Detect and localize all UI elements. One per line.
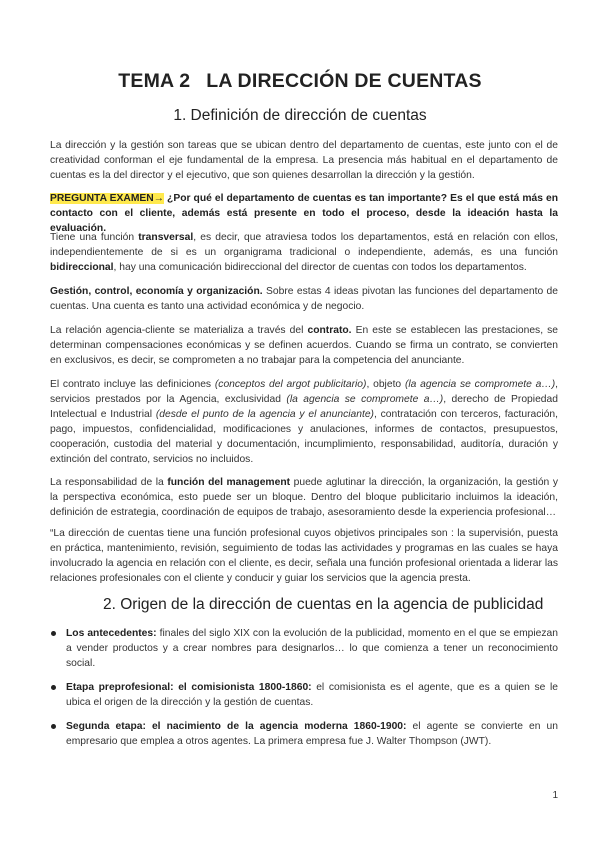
section-1-heading: 1. Definición de dirección de cuentas	[173, 107, 427, 124]
title-prefix: TEMA 2	[118, 70, 191, 92]
italic-run: (la agencia se compromete a…)	[404, 379, 556, 390]
title-main: LA DIRECCIÓN DE CUENTAS	[206, 70, 482, 92]
text-run: , hay una comunicación bidireccional del director de cuentas con todos los departamentos.	[113, 262, 527, 273]
text-run: , objeto	[366, 379, 405, 390]
term-contrato: contrato.	[307, 325, 352, 336]
text-run: Sobre estas 4 ideas pivotan las funciones del departamento de cuentas. Una cuenta es tanto una actividad económica y de negocio.	[50, 286, 558, 312]
origin-list	[50, 626, 558, 758]
page-title	[0, 70, 600, 93]
text-run: puede aglutinar la dirección, la organización, la gestión y la perspectiva económica, esto puede ser un bloque. Dentro del bloque publicitario incluimos la ideación, definición de estrategia, coordinación de equipos de trabajo, asesoramiento desde la experiencia profesional…	[50, 477, 559, 518]
paragraph-transversal	[50, 230, 558, 275]
text-run: El contrato incluye las definiciones	[50, 379, 215, 390]
list-item-label: Los antecedentes:	[66, 628, 157, 639]
italic-run: (conceptos del argot publicitario)	[214, 379, 367, 390]
list-item	[50, 719, 558, 749]
page-number: 1	[552, 790, 558, 801]
list-item	[50, 626, 558, 671]
section-2-heading: 2. Origen de la dirección de cuentas en la agencia de publicidad	[103, 596, 544, 613]
exam-highlight-label: PREGUNTA EXAMEN→	[50, 193, 165, 204]
text-run: Tiene una función	[50, 232, 139, 243]
bullet-dot-icon	[51, 685, 56, 690]
paragraph-intro: La dirección y la gestión son tareas que se ubican dentro del departamento de cuentas, este junto con el de creatividad conforman el eje fundamental de la empresa. La presencia más habitual en el departamento de cuentas es la del director y el ejecutivo, que son quienes desarrollan la dirección y la gestión.	[50, 140, 558, 181]
term-gestion: Gestión, control, economía y organización.	[50, 286, 263, 297]
text-run: , derecho de Propiedad Intelectual e Industrial	[50, 394, 558, 420]
text-run: La relación agencia-cliente se materializa a través del	[50, 325, 308, 336]
list-item-text: el comisionista es el agente, que es a quien se le ubica el origen de la dirección y la gestión de cuentas.	[66, 682, 559, 708]
paragraph-contrato	[50, 323, 558, 368]
paragraph-contrato-incluye	[50, 377, 558, 467]
list-item-text: finales del siglo XIX con la evolución de la publicidad, momento en el que se empiezan a vender productos y a crear nombres para designarlos… lo que comienza a tener un reconocimiento social.	[66, 628, 558, 669]
italic-run: (desde el punto de la agencia y el anunciante)	[155, 409, 374, 420]
text-run: , es decir, que atraviesa todos los departamentos, está en relación con ellos, independientemente de si es un organigrama tradicional o independiente, además, es una función	[50, 232, 558, 258]
list-item-label: Segunda etapa: el nacimiento de la agencia moderna 1860-1900:	[66, 721, 407, 732]
list-item	[50, 680, 558, 710]
list-item-label: Etapa preprofesional: el comisionista 1800-1860:	[66, 682, 312, 693]
term-transversal: transversal	[138, 232, 194, 243]
bullet-dot-icon	[51, 631, 56, 636]
paragraph-quote: “La dirección de cuentas tiene una función profesional cuyos objetivos principales son : la supervisión, puesta en práctica, mantenimiento, revisión, seguimiento de todas las actividades y programas en las cuales se haya involucrado la agencia en relación con el cliente, es decir, señala una función profesional orientada a liderar las relaciones profesionales con el cliente y conducir y guiar los servicios que la agencia presta.	[50, 528, 558, 584]
text-run: , servicios prestados por la Agencia, exclusividad	[50, 379, 559, 405]
text-run: En este se establecen las prestaciones, se determinan compensaciones económicas y se definen acuerdos. Cuando se firma un contrato, se convierten en exclusivos, es decir, se comprometen a no trabajar para la competencia del anunciante.	[50, 325, 558, 366]
bullet-dot-icon	[51, 724, 56, 729]
term-management: función del management	[167, 477, 291, 488]
term-bidireccional: bidireccional	[50, 262, 114, 273]
paragraph-management	[50, 475, 558, 520]
list-item-text: el agente se convierte en un empresario que emplea a otros agentes. La primera empresa fue J. Walter Thompson (JWT).	[66, 721, 558, 747]
text-run: La responsabilidad de la	[50, 477, 168, 488]
paragraph-gestion	[50, 284, 558, 314]
text-run: , contratación con terceros, facturación, pago, impuestos, confidencialidad, modificaciones y anulaciones, informes de contactos, presupuestos, cooperación, custodia del material y documentación, incumplimiento, responsabilidad, auditoría, duración y extinción del contrato, servicios no incluidos.	[50, 409, 559, 465]
exam-question-text: ¿Por qué el departamento de cuentas es tan importante? Es el que está más en contacto con el cliente, además está presente en todo el proceso, desde la ideación hasta la evaluación.	[50, 193, 558, 234]
italic-run: (la agencia se compromete a…)	[286, 394, 444, 405]
